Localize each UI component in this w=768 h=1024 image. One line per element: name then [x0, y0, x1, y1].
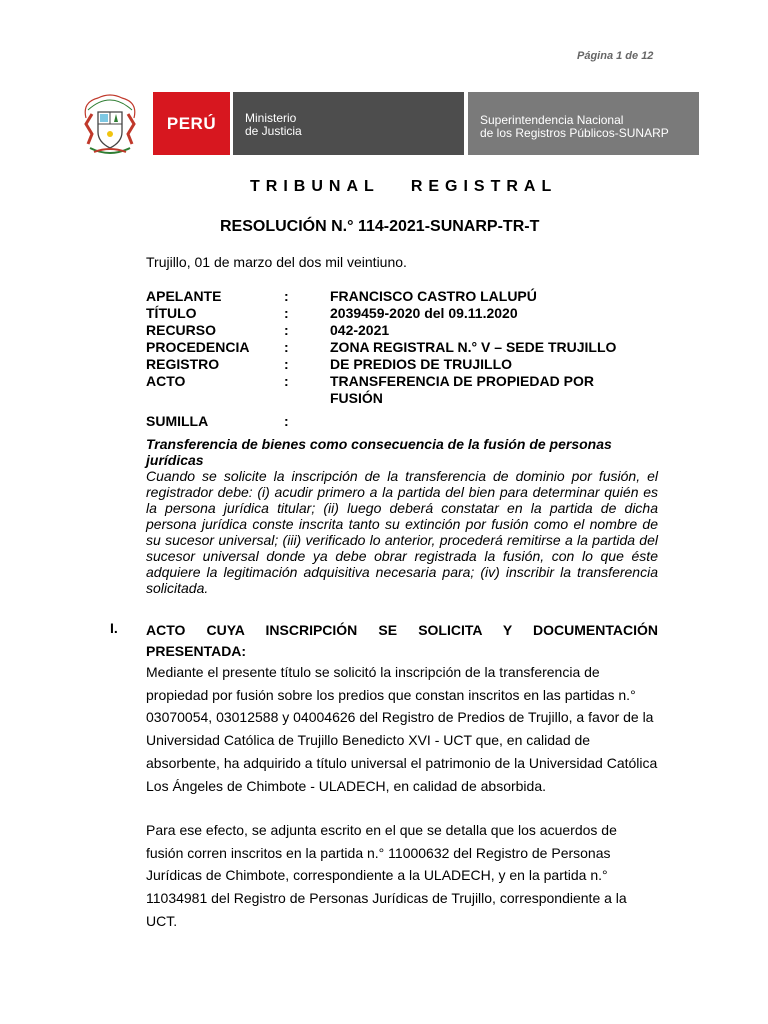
meta-key: TÍTULO	[146, 305, 197, 321]
sumilla-label-row	[146, 413, 289, 429]
sunarp-line-1: Superintendencia Nacional	[480, 113, 624, 127]
sumilla-text: Cuando se solicite la inscripción de la transferencia de dominio por fusión, el registrador debe: (i) acudir primero a la partida del bien para determinar quién es la persona jurídica titular; (ii) luego deberá constatar en la partida de dicha persona jurídica conste inscrita tanto su extinción por fusión como el nombre de su sucesor universal; (iii) verificado lo anterior, procederá remitirse a la partida del sucesor universal donde ya debe obrar registrada la fusión, con lo que éste adquiere la legitimación adquisitiva necesaria para; (iv) inscribir la transferencia solicitada.	[146, 468, 658, 596]
peru-banner	[153, 92, 230, 155]
meta-value: FRANCISCO CASTRO LALUPÚ	[330, 288, 537, 304]
meta-key: RECURSO	[146, 322, 217, 338]
resolution-number: RESOLUCIÓN N.° 114-2021-SUNARP-TR-T	[220, 218, 540, 235]
meta-key: APELANTE	[146, 288, 222, 304]
meta-value: FUSIÓN	[330, 390, 383, 406]
meta-sep: :	[284, 288, 289, 304]
sunarp-banner	[468, 92, 699, 155]
meta-sep: :	[284, 339, 289, 355]
ministerio-line-2: de Justicia	[245, 124, 302, 138]
body-paragraph-2: Para ese efecto, se adjunta escrito en el que se detalla que los acuerdos de fusión corren inscritos en la partida n.° 11000632 del Registro de Personas Jurídicas de Chimbote, correspondiente a la ULADECH, y en la partida n.° 11034981 del Registro de Personas Jurídicas de Trujillo, correspondiente a la UCT.	[146, 822, 627, 929]
page-number: Página 1 de 12	[577, 50, 654, 62]
meta-key: REGISTRO	[146, 356, 220, 372]
meta-value: DE PREDIOS DE TRUJILLO	[330, 356, 513, 372]
section-title: ACTO CUYA INSCRIPCIÓN SE SOLICITA Y DOCUMENTACIÓN PRESENTADA:	[146, 622, 658, 659]
meta-value: 042-2021	[330, 322, 390, 338]
ministerio-banner	[233, 92, 464, 155]
coat-of-arms-logo	[76, 88, 144, 160]
sumilla-label: SUMILLA	[146, 413, 209, 429]
meta-sep: :	[284, 322, 289, 338]
document-heading: TRIBUNAL REGISTRAL	[250, 178, 558, 195]
meta-key: PROCEDENCIA	[146, 339, 250, 355]
section-number: I.	[110, 620, 118, 636]
date-line: Trujillo, 01 de marzo del dos mil veintiuno.	[146, 254, 407, 270]
meta-sep: :	[284, 356, 289, 372]
meta-value: 2039459-2020 del 09.11.2020	[330, 305, 518, 321]
meta-value: ZONA REGISTRAL N.° V – SEDE TRUJILLO	[330, 339, 617, 355]
body-paragraph-1: Mediante el presente título se solicitó la inscripción de la transferencia de propiedad por fusión sobre los predios que constan inscritos en las partidas n.° 03070054, 03012588 y 04004626 del Registro de Predios de Trujillo, a favor de la Universidad Católica de Trujillo Benedicto XVI - UCT que, en calidad de absorbente, ha adquirido a título universal el patrimonio de la Universidad Católica Los Ángeles de Chimbote - ULADECH, en calidad de absorbida.	[146, 664, 658, 794]
sumilla-sep: :	[284, 413, 289, 429]
meta-key: ACTO	[146, 373, 186, 389]
ministerio-line-1: Ministerio	[245, 111, 297, 125]
meta-value: TRANSFERENCIA DE PROPIEDAD POR	[330, 373, 594, 389]
peru-banner-label: PERÚ	[166, 113, 217, 133]
meta-sep: :	[284, 373, 289, 389]
sumilla-title: Transferencia de bienes como consecuencia de la fusión de personas jurídicas	[146, 436, 612, 468]
sunarp-line-2: de los Registros Públicos-SUNARP	[480, 126, 669, 140]
meta-sep: :	[284, 305, 289, 321]
